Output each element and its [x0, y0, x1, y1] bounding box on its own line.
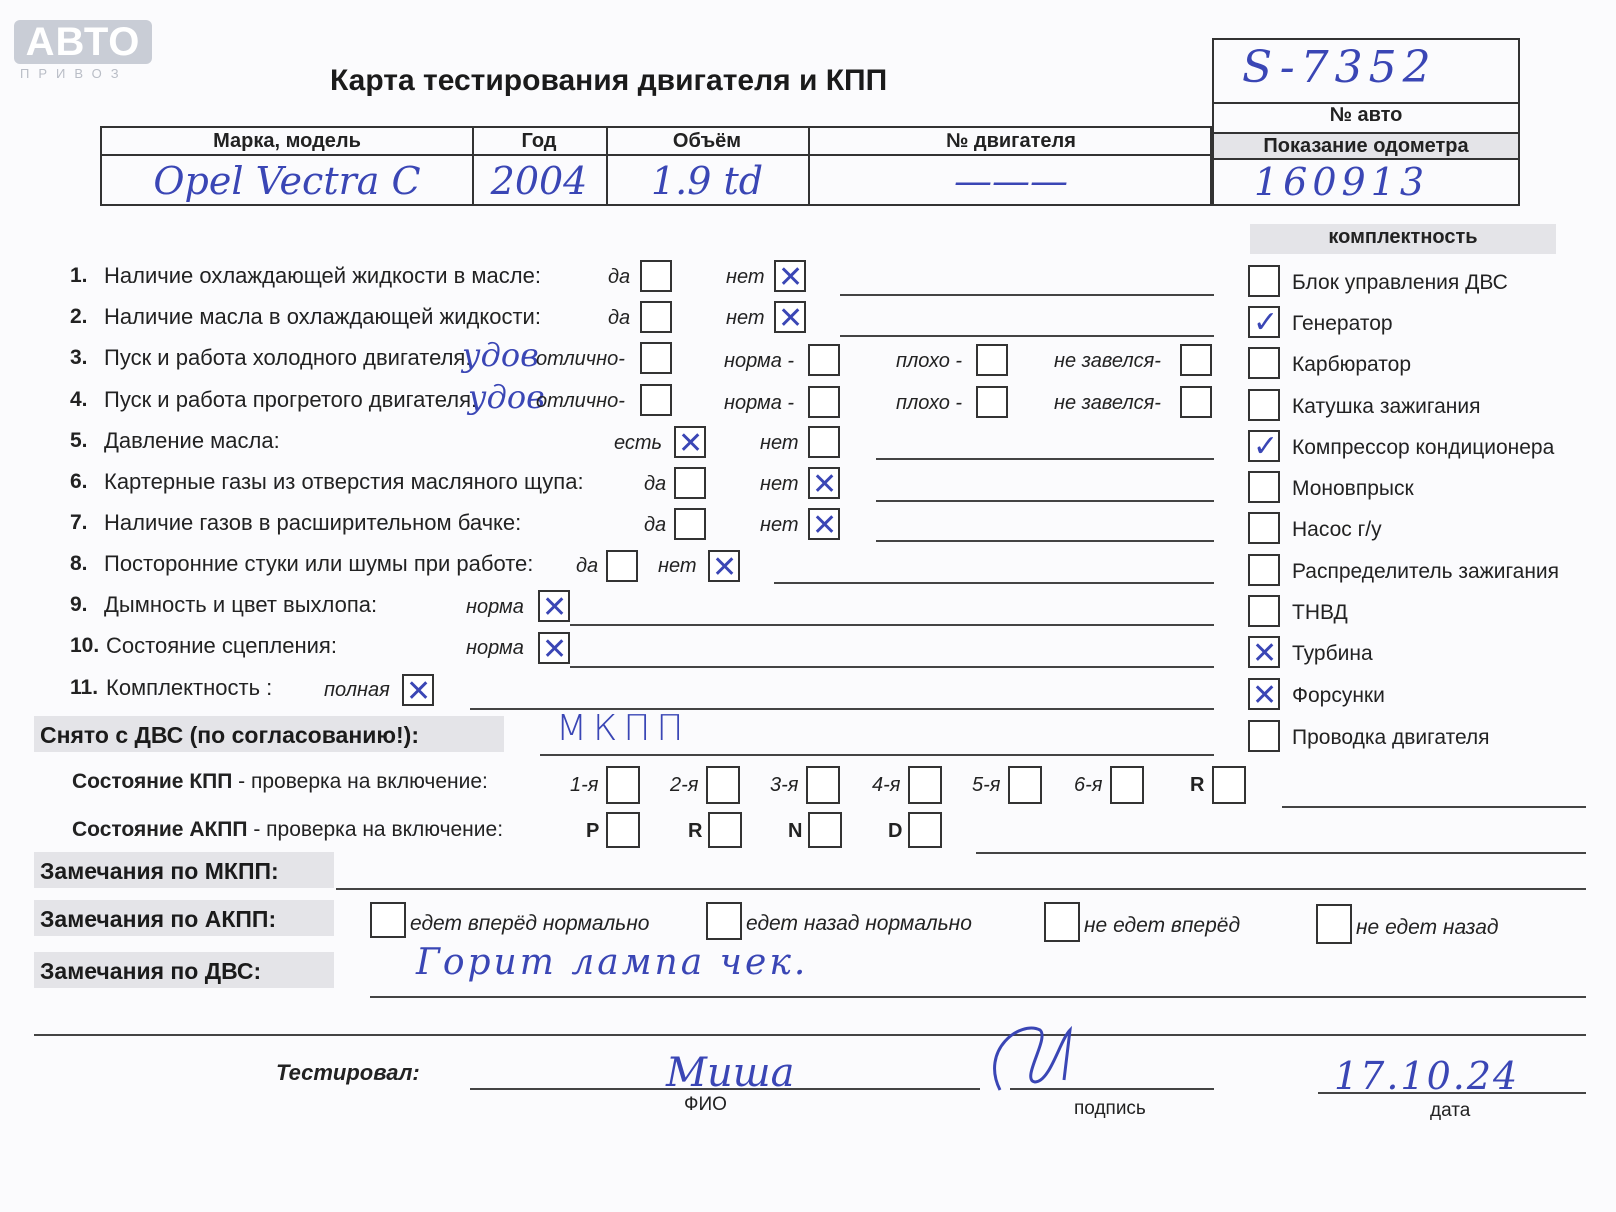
kit-item: Насос г/у	[1292, 518, 1382, 541]
question-number: 2.	[70, 305, 88, 328]
kit-checkbox[interactable]	[1248, 265, 1280, 297]
kit-item: Турбина	[1292, 642, 1373, 665]
kit-checkbox[interactable]	[1248, 636, 1280, 668]
option-label: норма -	[724, 350, 795, 372]
gear-label: R	[1190, 774, 1205, 796]
option-label: плохо -	[896, 392, 963, 414]
signature-caption: подпись	[1074, 1098, 1146, 1119]
col-engine-number: № двигателя	[946, 130, 1076, 152]
question-number: 6.	[70, 470, 88, 493]
volume-value: 1.9 td	[650, 159, 764, 203]
removed-value: МКПП	[556, 708, 690, 749]
option-label: нет	[726, 307, 765, 329]
kit-checkbox[interactable]	[1248, 678, 1280, 710]
option-label: да	[644, 473, 667, 495]
kit-item: ТНВД	[1292, 601, 1348, 624]
gear-label: 4-я	[872, 774, 901, 796]
akpp-notes-label: Замечания по АКПП:	[40, 906, 277, 932]
akpp-option: не едет назад	[1356, 916, 1499, 939]
option-label: отлично-	[536, 348, 625, 370]
gear-label: 3-я	[770, 774, 799, 796]
checkbox-no[interactable]	[708, 550, 740, 582]
kit-checkbox[interactable]	[1248, 554, 1280, 586]
kit-item: Катушка зажигания	[1292, 395, 1481, 418]
dvs-notes-label: Замечания по ДВС:	[40, 958, 262, 984]
col-year: Год	[521, 130, 557, 152]
option-label: норма -	[724, 392, 795, 414]
plate-value: S-7352	[1242, 42, 1437, 93]
mode-label: D	[888, 820, 903, 842]
kit-checkbox[interactable]	[1248, 306, 1280, 338]
dvs-notes-value: Горит лампа чек.	[416, 942, 809, 983]
odometer-value: 160913	[1254, 160, 1430, 204]
checkbox-yes[interactable]	[674, 508, 706, 540]
question-text: Пуск и работа прогретого двигателя:	[104, 387, 478, 412]
gear-label: 5-я	[972, 774, 1001, 796]
question-number: 11.	[70, 676, 99, 699]
kit-title: комплектность	[1328, 226, 1478, 248]
gear-checkbox[interactable]	[606, 766, 640, 804]
option-label: нет	[760, 473, 799, 495]
no-forward-checkbox[interactable]	[1044, 902, 1080, 942]
kit-checkbox[interactable]	[1248, 347, 1280, 379]
question-text: Наличие масла в охлаждающей жидкости:	[104, 304, 541, 329]
gear-checkbox[interactable]	[1110, 766, 1144, 804]
question-number: 10.	[70, 634, 100, 657]
checkbox-normal[interactable]	[538, 590, 570, 622]
option-label: да	[608, 266, 631, 288]
question-text: Комплектность :	[106, 675, 273, 700]
mode-label: P	[586, 820, 600, 842]
kit-item: Проводка двигателя	[1292, 726, 1490, 749]
question-number: 9.	[70, 593, 88, 616]
tested-by-label: Тестировал:	[276, 1060, 420, 1085]
option-label: да	[644, 514, 667, 536]
akpp-label: Состояние АКПП - проверка на включение:	[72, 818, 504, 841]
option-label: норма	[466, 637, 524, 659]
kit-checkbox[interactable]	[1248, 720, 1280, 752]
signature	[980, 1010, 1100, 1100]
option-label: нет	[760, 432, 799, 454]
kit-checkbox[interactable]	[1248, 512, 1280, 544]
checkbox-excellent[interactable]	[640, 342, 672, 374]
logo-subtitle: ПРИВОЗ	[20, 66, 128, 81]
option-label: отлично-	[536, 390, 625, 412]
kit-item: Компрессор кондиционера	[1292, 436, 1555, 459]
kit-checkbox[interactable]	[1248, 389, 1280, 421]
logo: АВТО	[14, 20, 152, 64]
checkbox-complete[interactable]	[402, 674, 434, 706]
checkbox-yes[interactable]	[606, 550, 638, 582]
option-label: плохо -	[896, 350, 963, 372]
col-make-model: Марка, модель	[213, 130, 361, 152]
question-number: 1.	[70, 264, 88, 287]
checkbox-no[interactable]	[774, 260, 806, 292]
checkbox-normal[interactable]	[538, 632, 570, 664]
option-label: есть	[614, 432, 663, 454]
question-number: 7.	[70, 511, 88, 534]
checkbox-bad[interactable]	[976, 386, 1008, 418]
vehicle-id-box	[1212, 38, 1520, 206]
question-text: Посторонние стуки или шумы при работе:	[104, 551, 534, 576]
kit-checkbox[interactable]	[1248, 430, 1280, 462]
no-backward-checkbox[interactable]	[1316, 904, 1352, 944]
gear-label: 6-я	[1074, 774, 1103, 796]
col-volume: Объём	[672, 130, 742, 152]
checkbox-no[interactable]	[808, 508, 840, 540]
gear-label: 2-я	[670, 774, 699, 796]
question-number: 4.	[70, 388, 88, 411]
handwritten-note: удов	[468, 378, 545, 416]
checkbox-excellent[interactable]	[640, 384, 672, 416]
option-label: полная	[324, 679, 390, 701]
akpp-option: едет вперёд нормально	[410, 912, 650, 935]
mkpp-notes-label: Замечания по МКПП:	[40, 858, 279, 884]
checkbox-yes[interactable]	[640, 260, 672, 292]
checkbox-normal[interactable]	[808, 344, 840, 376]
kit-item: Генератор	[1292, 312, 1393, 335]
checkbox-no[interactable]	[808, 426, 840, 458]
option-label: да	[576, 555, 599, 577]
question-text: Дымность и цвет выхлопа:	[104, 592, 378, 617]
mode-checkbox[interactable]	[808, 812, 842, 848]
make-model-value: Opel Vectra C	[153, 159, 421, 203]
gear-label: 1-я	[570, 774, 599, 796]
question-number: 3.	[70, 346, 88, 369]
date-caption: дата	[1430, 1100, 1471, 1121]
checkbox-no[interactable]	[808, 467, 840, 499]
tester-name: Миша	[666, 1050, 795, 1096]
kit-checkbox[interactable]	[1248, 471, 1280, 503]
checkbox-not-started[interactable]	[1180, 386, 1212, 418]
gear-checkbox[interactable]	[706, 766, 740, 804]
checkbox-yes[interactable]	[640, 301, 672, 333]
mode-checkbox[interactable]	[606, 812, 640, 848]
option-label: нет	[726, 266, 765, 288]
fio-caption: ФИО	[684, 1094, 727, 1115]
checkbox-bad[interactable]	[976, 344, 1008, 376]
question-number: 5.	[70, 429, 88, 452]
mode-checkbox[interactable]	[708, 812, 742, 848]
option-label: да	[608, 307, 631, 329]
kit-item: Блок управления ДВС	[1292, 271, 1508, 294]
kit-item: Моновпрыск	[1292, 477, 1414, 500]
gear-checkbox[interactable]	[1008, 766, 1042, 804]
checkbox-normal[interactable]	[808, 386, 840, 418]
option-label: норма	[466, 596, 524, 618]
gear-checkbox[interactable]	[1212, 766, 1246, 804]
kpp-label: Состояние КПП - проверка на включение:	[72, 770, 488, 793]
checkbox-no[interactable]	[774, 301, 806, 333]
removed-label: Снято с ДВС (по согласованию!):	[40, 722, 419, 748]
question-number: 8.	[70, 552, 88, 575]
checkbox-not-started[interactable]	[1180, 344, 1212, 376]
akpp-option: не едет вперёд	[1084, 914, 1241, 937]
kit-item: Карбюратор	[1292, 353, 1412, 376]
question-text: Пуск и работа холодного двигателя:	[104, 345, 472, 370]
mode-label: R	[688, 820, 703, 842]
option-label: нет	[658, 555, 697, 577]
option-label: нет	[760, 514, 799, 536]
question-text: Наличие газов в расширительном бачке:	[104, 510, 522, 535]
option-label: не завелся-	[1054, 350, 1161, 372]
page-title: Карта тестирования двигателя и КПП	[330, 64, 888, 97]
odometer-label: Показание одометра	[1214, 134, 1518, 158]
mode-checkbox[interactable]	[908, 812, 942, 848]
checkbox-yes[interactable]	[674, 426, 706, 458]
question-text: Состояние сцепления:	[106, 633, 337, 658]
kit-item: Форсунки	[1292, 684, 1385, 707]
year-value: 2004	[490, 159, 588, 203]
gear-checkbox[interactable]	[806, 766, 840, 804]
option-label: не завелся-	[1054, 392, 1161, 414]
akpp-option: едет назад нормально	[746, 912, 972, 935]
forward-ok-checkbox[interactable]	[370, 902, 406, 938]
question-text: Наличие охлаждающей жидкости в масле:	[104, 263, 541, 288]
plate-label: № авто	[1329, 104, 1403, 126]
kit-item: Распределитель зажигания	[1292, 560, 1560, 583]
question-text: Картерные газы из отверстия масляного щупа:	[104, 469, 584, 494]
gear-checkbox[interactable]	[908, 766, 942, 804]
kit-checkbox[interactable]	[1248, 595, 1280, 627]
mode-label: N	[788, 820, 803, 842]
date-value: 17.10.24	[1334, 1054, 1520, 1098]
checkbox-yes[interactable]	[674, 467, 706, 499]
vehicle-table	[100, 126, 1212, 206]
engine-number-value: ———	[954, 159, 1068, 203]
handwritten-note: удов	[462, 336, 539, 374]
backward-ok-checkbox[interactable]	[706, 902, 742, 940]
question-text: Давление масла:	[104, 428, 280, 453]
